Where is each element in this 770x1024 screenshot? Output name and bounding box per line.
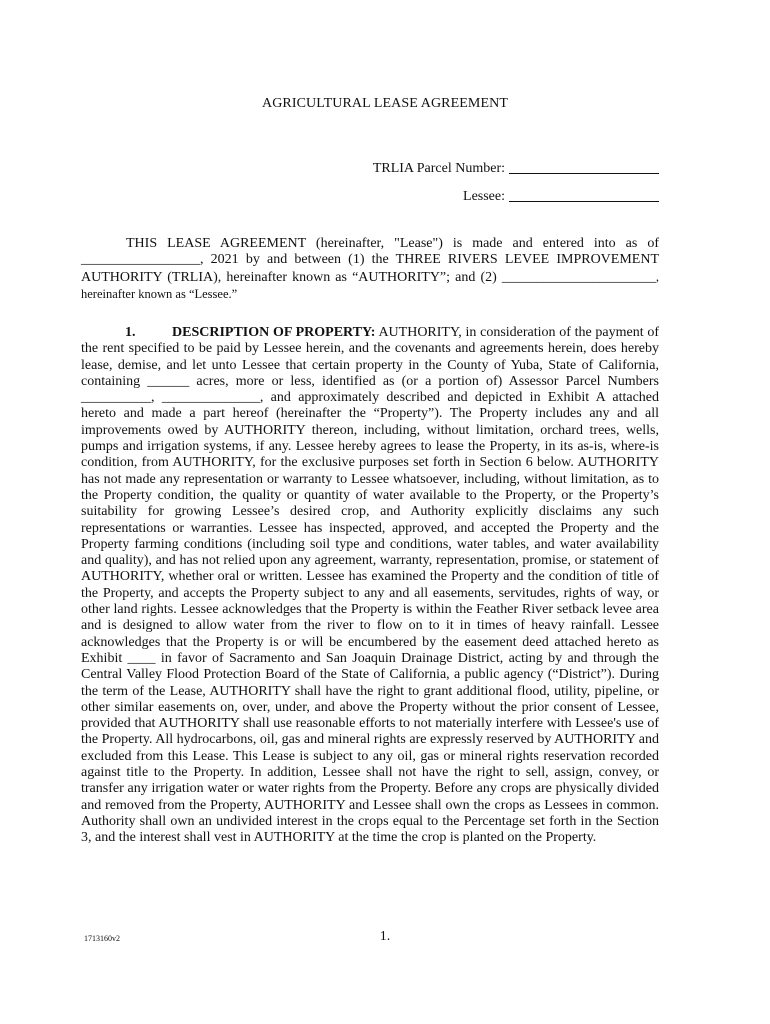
section-1-number: 1. xyxy=(125,325,136,340)
parcel-number-blank xyxy=(509,159,659,174)
intro-text: THIS LEASE AGREEMENT (hereinafter, "Lease") is made and entered into as of _________________, 2021 by and between (1) the THREE RIVERS LEVEE IMPROVEMENT AUTHORITY (TRLIA), hereinafter known as “AUTHORITY”; and (2) ______________________ xyxy=(81,236,659,285)
document-title: AGRICULTURAL LEASE AGREEMENT xyxy=(262,96,508,111)
section-1-title: DESCRIPTION OF PROPERTY: xyxy=(172,325,376,340)
intro-tail-text: , hereinafter known as “Lessee.” xyxy=(81,269,659,301)
page-number: 1. xyxy=(379,929,391,944)
document-id-footer: 1713160v2 xyxy=(84,934,120,943)
section-1-paragraph xyxy=(81,325,659,847)
parcel-number-label: TRLIA Parcel Number: xyxy=(372,161,505,176)
parcel-number-line xyxy=(373,159,659,177)
intro-paragraph xyxy=(81,236,659,303)
lessee-line xyxy=(463,187,659,205)
lessee-blank xyxy=(509,187,659,202)
lessee-label: Lessee: xyxy=(463,189,505,204)
section-1-body: AUTHORITY, in consideration of the payment of the rent specified to be paid by Lessee herein, and the covenants and agreements herein, does hereby lease, demise, and let unto Lessee that certain property in the County of Yuba, State of California, containing ______ acres, more or less, identified as (or a portion of) Assessor Parcel Numbers __________, ______________, and approximately described and depicted in Exhibit A attached hereto and made a part hereof (hereinafter the “Property”). The Property includes any and all improvements owed by AUTHORITY thereon, including, without limitation, orchard trees, wells, pumps and irrigation systems, if any. Lessee hereby agrees to lease the Property, in its as-is, where-is condition, from AUTHORITY, for the exclusive purposes set forth in Section 6 below. AUTHORITY has not made any representation or warranty to Lessee whatsoever, including, without limitation, as to the Property condition, the quality or quantity of water available to the Property, or the Property’s suitability for growing Lessee’s desired crop, and Authority explicitly disclaims any such representations or warranties. Lessee has inspected, approved, and accepted the Property and the Property farming conditions (including soil type and conditions, water tables, and water availability and quality), and has not relied upon any agreement, warranty, representation, promise, or statement of AUTHORITY, whether oral or written. Lessee has examined the Property and the condition of title of the Property, and accepts the Property subject to any and all easements, servitudes, rights of way, or other land rights. Lessee acknowledges that the Property is within the Feather River setback levee area and is designed to allow water from the river to flow on to it in times of heavy rainfall. Lessee acknowledges that the Property is or will be encumbered by the easement deed attached hereto as Exhibit ____ in favor of Sacramento and San Joaquin Drainage District, acting by and through the Central Valley Flood Protection Board of the State of California, a public agency (“District”). During the term of the Lease, AUTHORITY shall have the right to grant additional flood, utility, pipeline, or other similar easements on, over, under, and above the Property without the prior consent of Lessee, provided that AUTHORITY shall use reasonable efforts to not materially interfere with Lessee's use of the Property. All hydrocarbons, oil, gas and mineral rights are expressly reserved by AUTHORITY and excluded from this Lease. This Lease is subject to any oil, gas or mineral rights reservation recorded against title to the Property. In addition, Lessee shall not have the right to sell, assign, convey, or transfer any irrigation water or water rights from the Property. Before any crops are physically divided and removed from the Property, AUTHORITY and Lessee shall own the crops as Lessees in common. Authority shall own an undivided interest in the crops equal to the Percentage set forth in the Section 3, and the interest shall vest in AUTHORITY at the time the crop is planted on the Property. xyxy=(81,325,660,846)
